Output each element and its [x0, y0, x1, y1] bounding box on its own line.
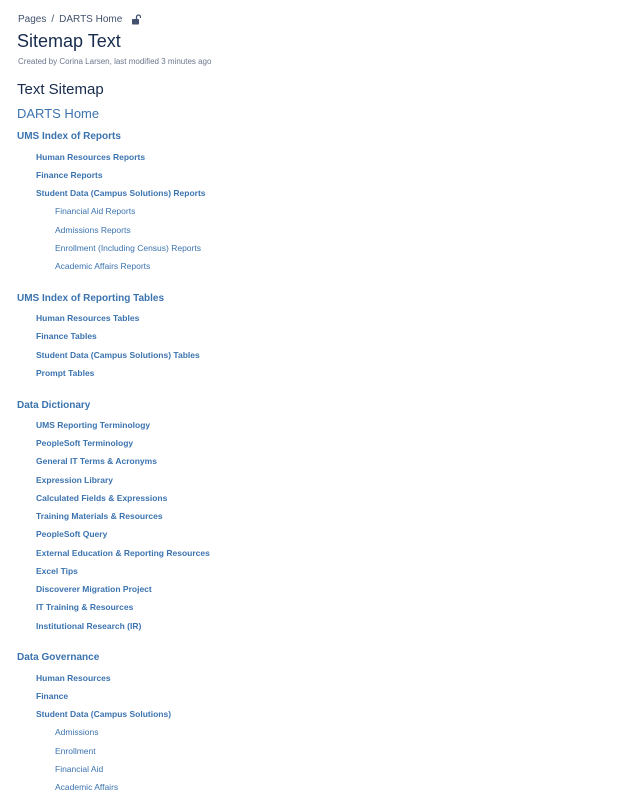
- sitemap-item-link[interactable]: Institutional Research (IR): [36, 621, 142, 631]
- breadcrumb-pages-link[interactable]: Pages: [18, 14, 47, 25]
- sitemap-item-link[interactable]: Student Data (Campus Solutions) Reports: [36, 188, 206, 198]
- sitemap-subitem-link[interactable]: Enrollment: [55, 746, 96, 756]
- sitemap-item-link[interactable]: PeopleSoft Terminology: [36, 438, 134, 448]
- sitemap-item-link[interactable]: Human Resources Reports: [36, 152, 146, 162]
- unlock-icon[interactable]: [131, 14, 141, 25]
- author-link[interactable]: Corina Larsen: [59, 57, 110, 66]
- sitemap-subitem-link[interactable]: Enrollment (Including Census) Reports: [55, 243, 201, 253]
- byline-prefix: Created by: [18, 57, 58, 66]
- darts-home-link[interactable]: DARTS Home: [17, 106, 100, 121]
- sitemap-subitem-link[interactable]: Financial Aid Reports: [55, 206, 136, 216]
- sitemap-subitem-link[interactable]: Financial Aid: [55, 764, 104, 774]
- sitemap-subitem-link[interactable]: Admissions Reports: [55, 225, 131, 235]
- sitemap-item-link[interactable]: PeopleSoft Query: [36, 529, 108, 539]
- page-byline: [18, 57, 211, 66]
- sitemap-item-link[interactable]: Finance: [36, 691, 69, 701]
- sitemap-subitem-link[interactable]: Academic Affairs: [55, 782, 119, 792]
- sitemap-item-link[interactable]: Training Materials & Resources: [36, 511, 163, 521]
- page-title: Sitemap Text: [17, 31, 121, 51]
- sitemap-item-link[interactable]: Student Data (Campus Solutions) Tables: [36, 350, 200, 360]
- section-link-ums-index-of-reports[interactable]: UMS Index of Reports: [17, 131, 121, 142]
- sitemap-heading: Text Sitemap: [17, 81, 104, 98]
- sitemap-item-link[interactable]: Excel Tips: [36, 566, 78, 576]
- sitemap-item-link[interactable]: Human Resources: [36, 673, 111, 683]
- breadcrumb: [18, 14, 141, 25]
- sitemap-item-link[interactable]: Expression Library: [36, 475, 114, 485]
- sitemap-item-link[interactable]: Discoverer Migration Project: [36, 584, 152, 594]
- sitemap-item-link[interactable]: General IT Terms & Acronyms: [36, 456, 157, 466]
- sitemap-item-link[interactable]: Calculated Fields & Expressions: [36, 493, 168, 503]
- byline-modified: , last modified 3 minutes ago: [109, 57, 212, 66]
- sitemap-item-link[interactable]: Student Data (Campus Solutions): [36, 709, 172, 719]
- section-link-ums-index-of-reporting-tables[interactable]: UMS Index of Reporting Tables: [17, 293, 165, 304]
- breadcrumb-separator: /: [51, 14, 55, 25]
- breadcrumb-home-link[interactable]: DARTS Home: [59, 14, 123, 25]
- sitemap-item-link[interactable]: Prompt Tables: [36, 368, 95, 378]
- sitemap-subitem-link[interactable]: Academic Affairs Reports: [55, 261, 151, 271]
- sitemap-item-link[interactable]: UMS Reporting Terminology: [36, 420, 151, 430]
- sitemap-item-link[interactable]: Finance Tables: [36, 331, 97, 341]
- sitemap-item-link[interactable]: IT Training & Resources: [36, 602, 134, 612]
- sitemap-item-link[interactable]: External Education & Reporting Resources: [36, 548, 210, 558]
- sitemap-item-link[interactable]: Finance Reports: [36, 170, 103, 180]
- sitemap-item-link[interactable]: Human Resources Tables: [36, 313, 140, 323]
- section-link-data-dictionary[interactable]: Data Dictionary: [17, 400, 91, 411]
- section-link-data-governance[interactable]: Data Governance: [17, 652, 100, 663]
- sitemap-subitem-link[interactable]: Admissions: [55, 727, 99, 737]
